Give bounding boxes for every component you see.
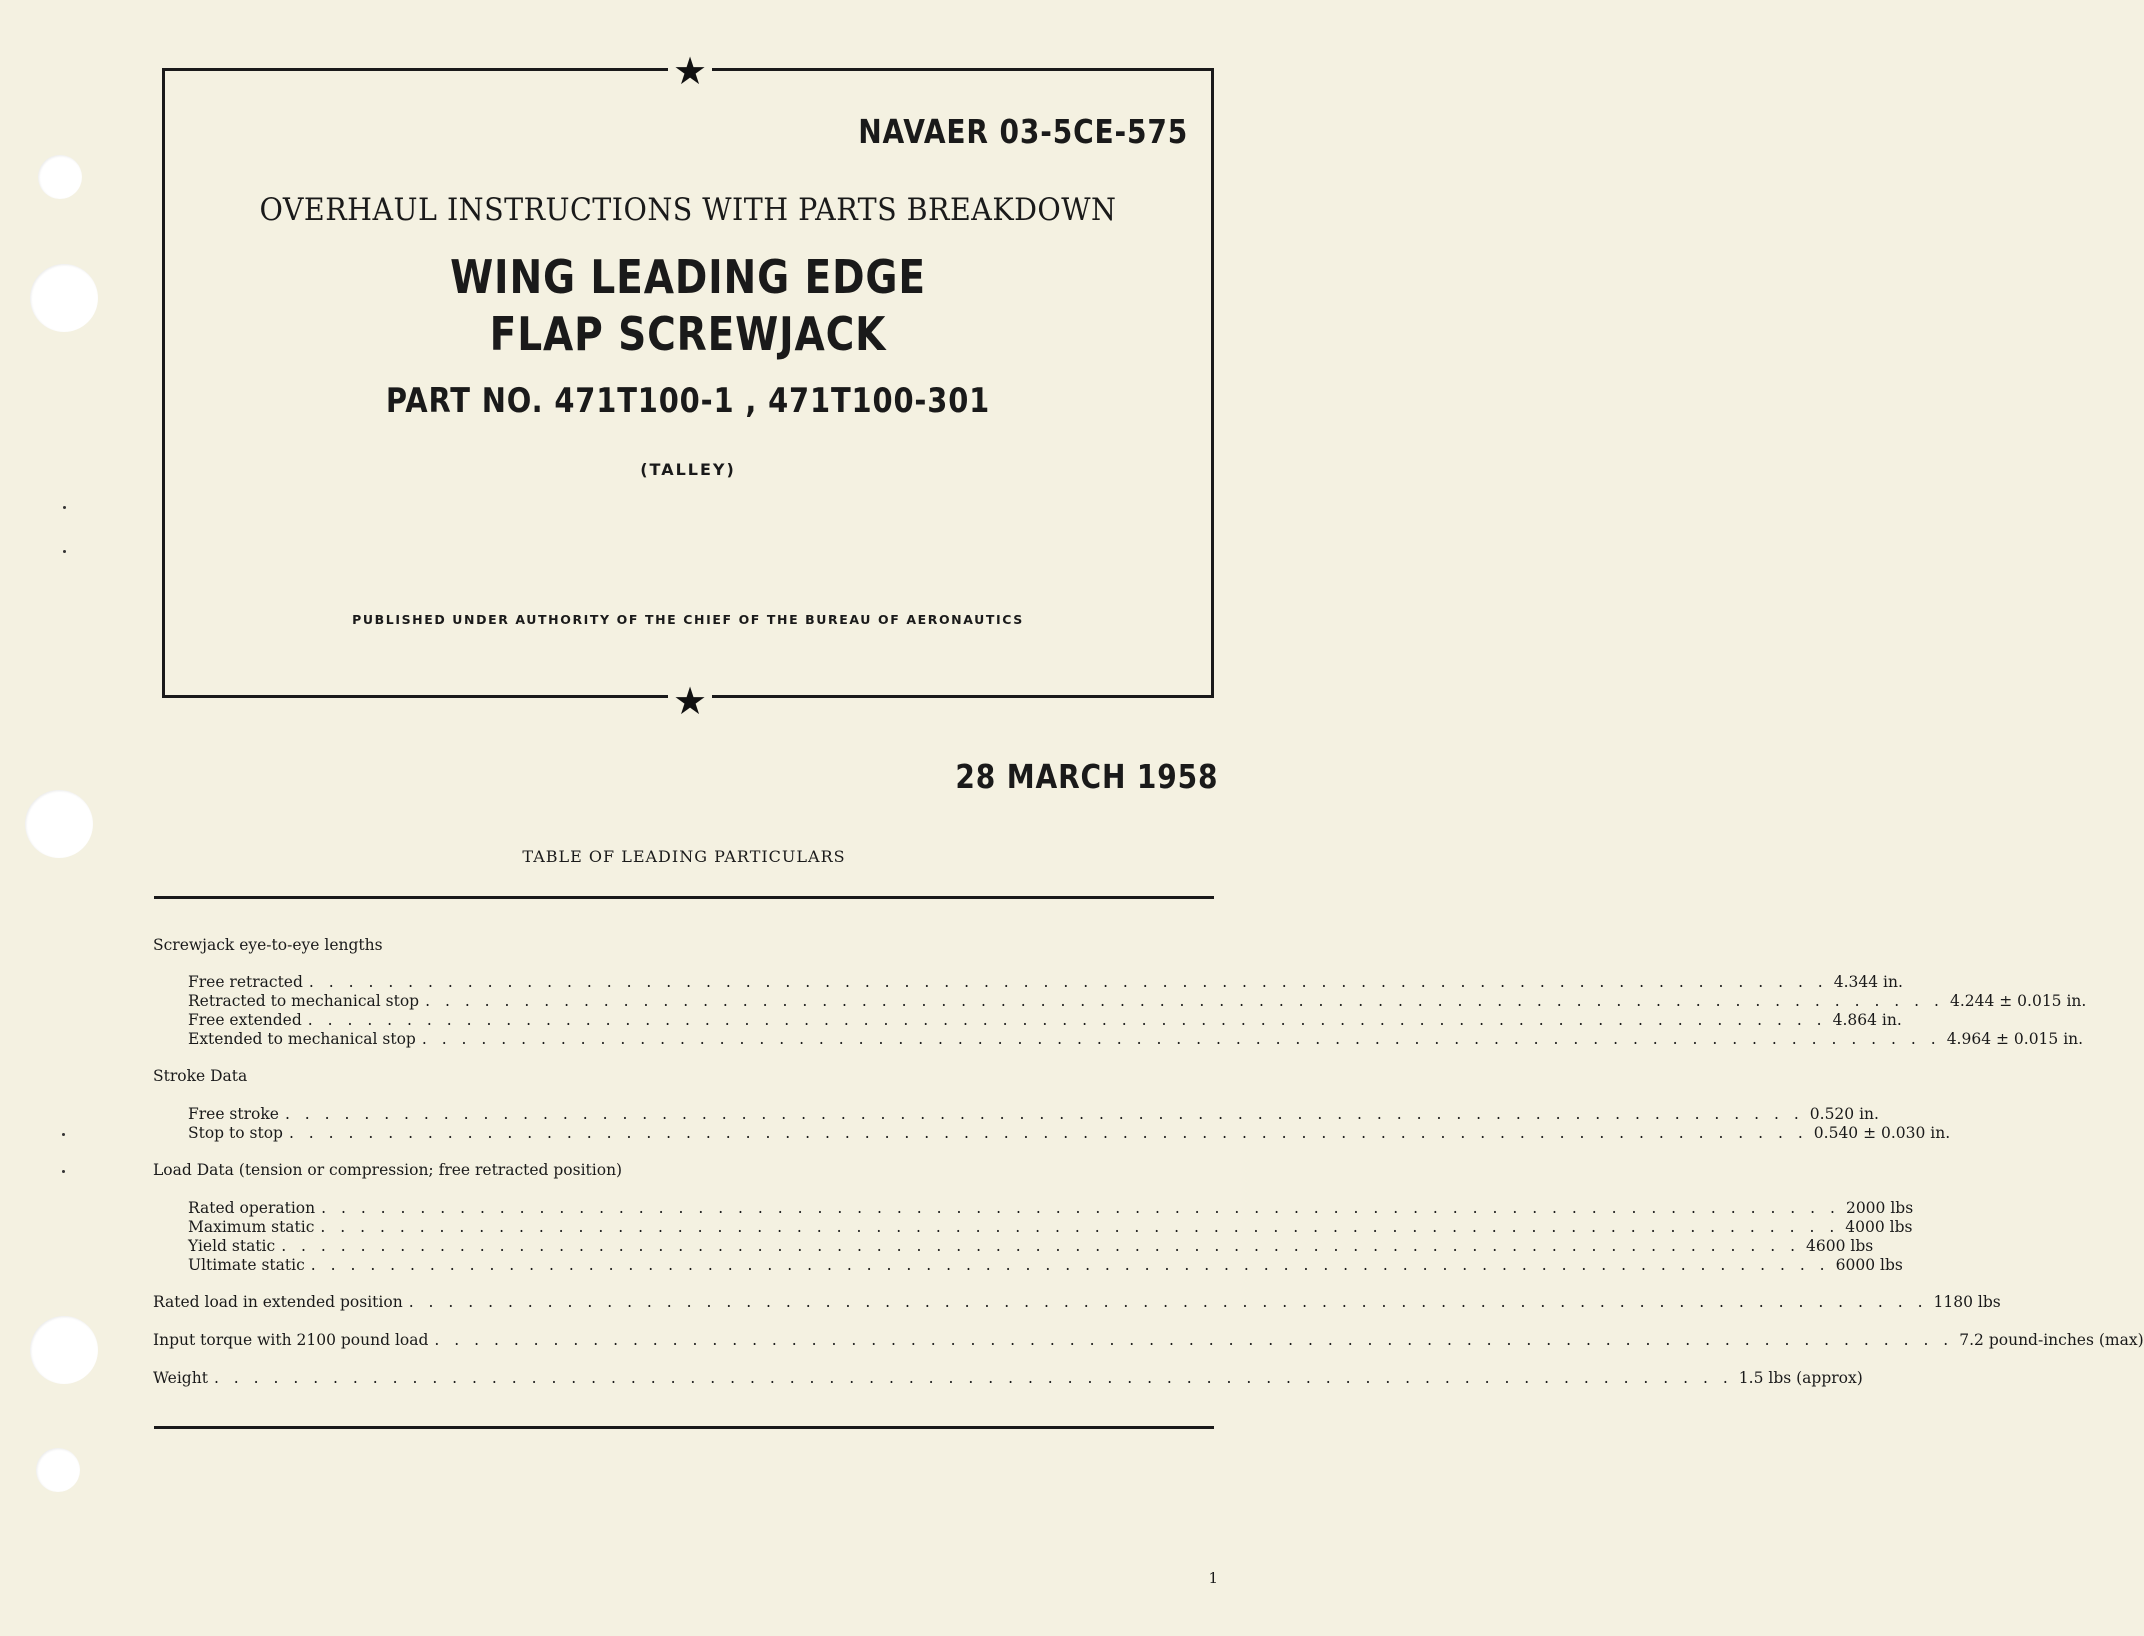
- leader-dots: . . . . . . . . . . . . . . . . . . . . . . . . . . . . . . . . . . . . . . . . . . . . . . . . . . . . . . . . . . . . . . . . . . . . . . . . . . . . .: [281, 1237, 1801, 1255]
- speck: [63, 506, 66, 509]
- document-number: NAVAER 03-5CE-575: [858, 112, 1188, 151]
- leader-dots: . . . . . . . . . . . . . . . . . . . . . . . . . . . . . . . . . . . . . . . . . . . . . . . . . . . . . . . . . . . . . . . . . . . . . . . . . . . . .: [421, 1030, 1941, 1048]
- publication-date: 28 MARCH 1958: [955, 757, 1218, 796]
- row-label: Ultimate static: [188, 1256, 305, 1274]
- table-row: [188, 1105, 1879, 1124]
- row-value: 4.864 in.: [1832, 1011, 1902, 1029]
- table-row: [188, 1199, 1914, 1218]
- leader-dots: . . . . . . . . . . . . . . . . . . . . . . . . . . . . . . . . . . . . . . . . . . . . . . . . . . . . . . . . . . . . . . . . . . . . . . . . . . . . .: [288, 1124, 1808, 1142]
- table-row: [188, 1030, 2084, 1049]
- leader-dots: . . . . . . . . . . . . . . . . . . . . . . . . . . . . . . . . . . . . . . . . . . . . . . . . . . . . . . . . . . . . . . . . . . . . . . . . . . . . .: [310, 1256, 1830, 1274]
- table-row: [188, 973, 1903, 992]
- table-row: [153, 1293, 2001, 1312]
- speck: [62, 1170, 65, 1173]
- group-label-eye-to-eye: Screwjack eye-to-eye lengths: [153, 936, 383, 954]
- document-title-line1: WING LEADING EDGE: [450, 250, 926, 304]
- row-label: Free stroke: [188, 1105, 279, 1123]
- row-value: 4.244 ± 0.015 in.: [1949, 992, 2087, 1010]
- page-number: 1: [1208, 1569, 1218, 1587]
- row-value: 7.2 pound-inches (max): [1959, 1331, 2144, 1349]
- table-row: [188, 1256, 1903, 1275]
- binder-hole: [38, 155, 82, 199]
- leader-dots: . . . . . . . . . . . . . . . . . . . . . . . . . . . . . . . . . . . . . . . . . . . . . . . . . . . . . . . . . . . . . . . . . . . . . . . . . . . . .: [213, 1369, 1733, 1387]
- manufacturer: (TALLEY): [640, 460, 736, 479]
- leader-dots: . . . . . . . . . . . . . . . . . . . . . . . . . . . . . . . . . . . . . . . . . . . . . . . . . . . . . . . . . . . . . . . . . . . . . . . . . . . . .: [320, 1218, 1840, 1236]
- binder-hole: [36, 1448, 80, 1492]
- table-row: [188, 992, 2087, 1011]
- table-row: [188, 1218, 1913, 1237]
- row-label: Rated load in extended position: [153, 1293, 403, 1311]
- row-value: 0.540 ± 0.030 in.: [1813, 1124, 1951, 1142]
- table-top-rule: [154, 896, 1214, 899]
- binder-hole: [25, 790, 93, 858]
- speck: [62, 1133, 65, 1136]
- leader-dots: . . . . . . . . . . . . . . . . . . . . . . . . . . . . . . . . . . . . . . . . . . . . . . . . . . . . . . . . . . . . . . . . . . . . . . . . . . . . .: [308, 973, 1828, 991]
- leader-dots: . . . . . . . . . . . . . . . . . . . . . . . . . . . . . . . . . . . . . . . . . . . . . . . . . . . . . . . . . . . . . . . . . . . . . . . . . . . . .: [321, 1199, 1840, 1217]
- row-label: Free extended: [188, 1011, 302, 1029]
- table-heading: TABLE OF LEADING PARTICULARS: [522, 847, 846, 866]
- table-bottom-rule: [154, 1426, 1214, 1429]
- document-title-line2: FLAP SCREWJACK: [489, 307, 887, 361]
- document-subtitle: OVERHAUL INSTRUCTIONS WITH PARTS BREAKDOWN: [259, 192, 1117, 228]
- group-label-load: Load Data (tension or compression; free retracted position): [153, 1161, 623, 1179]
- table-row: [188, 1124, 1951, 1143]
- row-value: 0.520 in.: [1809, 1105, 1879, 1123]
- part-numbers: PART NO. 471T100-1 , 471T100-301: [385, 381, 991, 421]
- row-value: 4.964 ± 0.015 in.: [1946, 1030, 2084, 1048]
- row-value: 2000 lbs: [1845, 1199, 1914, 1217]
- publishing-authority: PUBLISHED UNDER AUTHORITY OF THE CHIEF OF THE BUREAU OF AERONAUTICS: [352, 612, 1024, 627]
- table-row: [188, 1011, 1902, 1030]
- leader-dots: . . . . . . . . . . . . . . . . . . . . . . . . . . . . . . . . . . . . . . . . . . . . . . . . . . . . . . . . . . . . . . . . . . . . . . . . . . . . .: [425, 992, 1944, 1010]
- table-row: [153, 1331, 2144, 1350]
- row-value: 4000 lbs: [1845, 1218, 1913, 1236]
- row-label: Yield static: [188, 1237, 276, 1255]
- binder-hole: [30, 264, 98, 332]
- row-label: Weight: [153, 1369, 208, 1387]
- row-label: Extended to mechanical stop: [188, 1030, 416, 1048]
- row-value: 1180 lbs: [1933, 1293, 2001, 1311]
- group-label-stroke: Stroke Data: [153, 1067, 248, 1085]
- row-value: 4.344 in.: [1833, 973, 1903, 991]
- row-value: 6000 lbs: [1835, 1256, 1903, 1274]
- row-label: Input torque with 2100 pound load: [153, 1331, 429, 1349]
- row-label: Rated operation: [188, 1199, 316, 1217]
- leader-dots: . . . . . . . . . . . . . . . . . . . . . . . . . . . . . . . . . . . . . . . . . . . . . . . . . . . . . . . . . . . . . . . . . . . . . . . . . . . . .: [408, 1293, 1928, 1311]
- star-icon: ★: [668, 682, 712, 720]
- table-row: [153, 1369, 1863, 1388]
- speck: [63, 550, 66, 553]
- leader-dots: . . . . . . . . . . . . . . . . . . . . . . . . . . . . . . . . . . . . . . . . . . . . . . . . . . . . . . . . . . . . . . . . . . . . . . . . . . . . .: [284, 1105, 1804, 1123]
- leader-dots: . . . . . . . . . . . . . . . . . . . . . . . . . . . . . . . . . . . . . . . . . . . . . . . . . . . . . . . . . . . . . . . . . . . . . . . . . . . . .: [307, 1011, 1827, 1029]
- leader-dots: . . . . . . . . . . . . . . . . . . . . . . . . . . . . . . . . . . . . . . . . . . . . . . . . . . . . . . . . . . . . . . . . . . . . . . . . . . . . .: [434, 1331, 1954, 1349]
- row-label: Stop to stop: [188, 1124, 283, 1142]
- binder-hole: [30, 1316, 98, 1384]
- table-row: [188, 1237, 1874, 1256]
- row-value: 4600 lbs: [1806, 1237, 1874, 1255]
- star-icon: ★: [668, 52, 712, 90]
- row-value: 1.5 lbs (approx): [1738, 1369, 1863, 1387]
- row-label: Retracted to mechanical stop: [188, 992, 420, 1010]
- row-label: Maximum static: [188, 1218, 315, 1236]
- row-label: Free retracted: [188, 973, 303, 991]
